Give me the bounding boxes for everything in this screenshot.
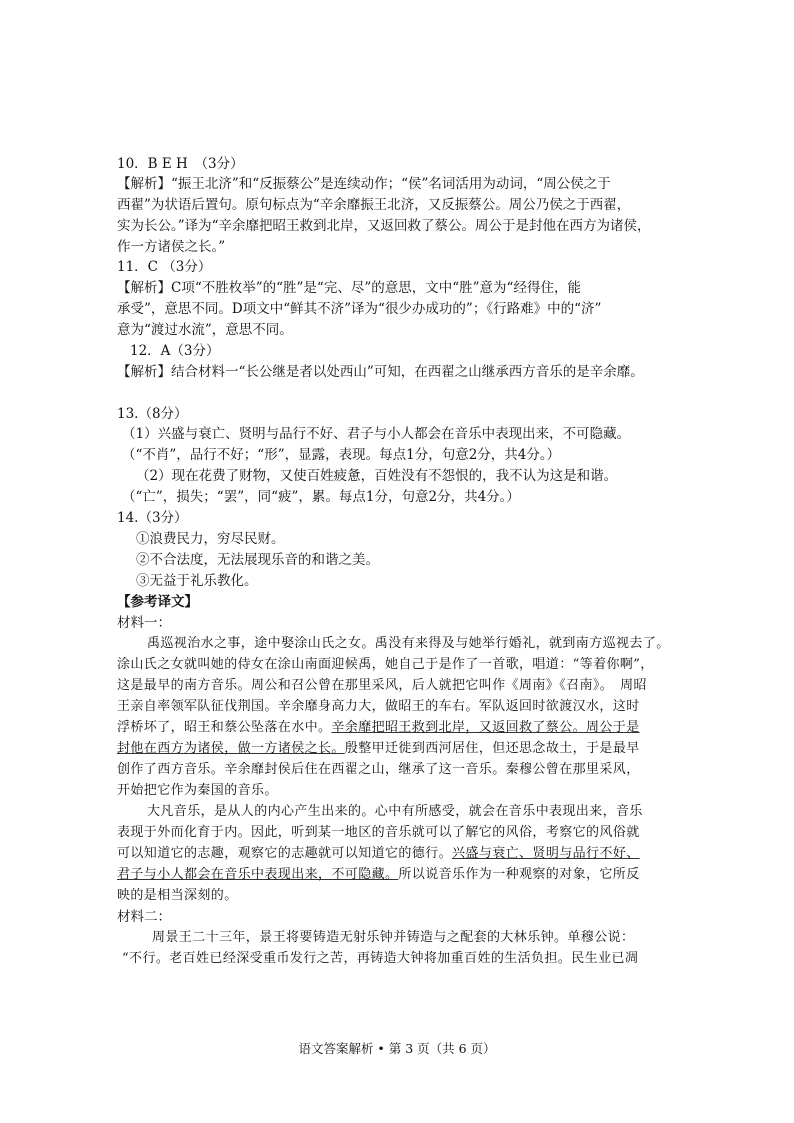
q10-heading: 10．B E H （3分） xyxy=(117,156,244,172)
q11-analysis-line-1: 【解析】C项“不胜枚举”的“胜”是“完、尽”的意思，文中“胜”意为“经得住，能 xyxy=(117,280,581,296)
q14-item-3: ③无益于礼乐教化。 xyxy=(136,573,258,589)
m1-p2-line-1: 大凡音乐，是从人的内心产生出来的。心中有所感受，就会在音乐中表现出来，音乐 xyxy=(147,804,643,819)
material-1-label: 材料一： xyxy=(117,615,171,631)
page-footer: 语文答案解析 • 第 3 页（共 6 页） xyxy=(298,1041,496,1056)
m1-p2-line-4-underlined: 君子与小人都会在音乐中表现出来，不可隐藏。 xyxy=(117,867,399,882)
m1-p1-line-5-underlined: 辛余靡把昭王救到北岸，又返回救了蔡公。周公于是 xyxy=(331,720,640,735)
q11-heading: 11．C （3分） xyxy=(117,259,212,275)
q14-item-1: ①浪费民力，穷尽民财。 xyxy=(136,531,285,547)
m1-p1-line-6-underlined: 封他在西方为诸侯，做一方诸侯之长。 xyxy=(117,741,345,756)
m1-p1-line-3: 这是最早的南方音乐。周公和召公曾在那里采风，后人就把它叫作《周南》《召南》。 周昭 xyxy=(117,678,647,693)
m1-p2-line-5: 映的是相当深刻的。 xyxy=(117,888,238,903)
m1-p1-line-5 xyxy=(117,718,640,738)
translation-title: 【参考译文】 xyxy=(117,594,198,610)
material-2-label: 材料二： xyxy=(117,909,171,925)
m1-p2-line-3-underlined: 兴盛与衰亡、贤明与品行不好、 xyxy=(452,846,640,861)
q14-heading: 14.（3分） xyxy=(117,510,188,526)
q11-analysis-line-3: 意为“渡过水流”，意思不同。 xyxy=(117,322,293,338)
q10-analysis-line-4: 作一方诸侯之长。” xyxy=(117,239,226,255)
m1-p1-line-5-text: 浮桥坏了，昭王和蔡公坠落在水中。 xyxy=(117,720,332,735)
m1-p1-line-7: 创作了西方音乐。辛余靡封侯后住在西翟之山，继承了这一音乐。秦穆公曾在那里采风， xyxy=(117,762,640,777)
m1-p2-line-4 xyxy=(117,865,640,885)
q13-answer-1: （1）兴盛与衰亡、贤明与品行不好、君子与小人都会在音乐中表现出来，不可隐藏。 xyxy=(122,426,631,442)
q12-analysis-line-1: 【解析】结合材料一“长公继是者以处西山”可知，在西翟之山继承西方音乐的是辛余靡。 xyxy=(117,364,644,380)
q13-answer-2-note: （“亡”，损失；“罢”，同“疲”，累。每点1分，句意2分，共4分。） xyxy=(122,489,520,505)
m1-p1-line-4: 王亲自率领军队征伐荆国。辛余靡身高力大，做昭王的车右。军队返回时欲渡汉水，这时 xyxy=(117,699,640,714)
m1-p1-line-6-text: 殷整甲迁徙到西河居住，但还思念故土，于是最早 xyxy=(344,741,640,756)
m1-p1-line-2: 涂山氏之女就叫她的侍女在涂山南面迎候禹，她自己于是作了一首歌，唱道：“等着你啊”， xyxy=(117,657,654,672)
m1-p1-line-6 xyxy=(117,739,640,759)
q13-heading: 13.（8分） xyxy=(117,406,188,422)
q10-analysis-line-1: 【解析】“振王北济”和“反振蔡公”是连续动作；“侯”名词活用为动词，“周公侯之于 xyxy=(117,176,611,192)
m1-p2-line-4-text: 所以说音乐作为一种观察的对象，它所反 xyxy=(398,867,640,882)
m1-p1-line-8: 开始把它作为秦国的音乐。 xyxy=(117,783,278,798)
q14-item-2: ②不合法度，无法展现乐音的和谐之美。 xyxy=(136,552,379,568)
m1-p2-line-3 xyxy=(117,844,640,864)
q13-answer-2: （2）现在花费了财物，又使百姓疲惫，百姓没有不怨恨的，我不认为这是和谐。 xyxy=(136,468,618,484)
q13-answer-1-note: （“不肖”，品行不好；“形”，显露，表现。每点1分，句意2分，共4分。） xyxy=(122,447,561,463)
m1-p2-line-3-text: 可以知道它的志趣，观察它的志趣就可以知道它的德行。 xyxy=(117,846,453,861)
m2-p1-line-2: “不行。老百姓已经深受重币发行之苦，再铸造大钟将加重百姓的生活负担。民生业已凋 xyxy=(122,951,639,966)
m2-p1-line-1: 周景王二十三年，景王将要铸造无射乐钟并铸造与之配套的大林乐钟。单穆公说： xyxy=(152,930,635,945)
q11-analysis-line-2: 承受”，意思不同。D项文中“鲜其不济”译为“很少办成功的”；《行路难》中的“济” xyxy=(117,301,602,317)
q10-analysis-line-2: 西翟”为状语后置句。原句标点为“辛余靡振王北济，又反振蔡公。周公乃侯之于西翟， xyxy=(117,197,631,213)
m1-p1-line-1: 禹巡视治水之事，途中娶涂山氏之女。禹没有来得及与她举行婚礼，就到南方巡视去了。 xyxy=(147,636,670,651)
q12-heading: 12．A（3分） xyxy=(130,343,220,359)
m1-p2-line-2: 表现于外而化育于内。因此，听到某一地区的音乐就可以了解它的风俗，考察它的风俗就 xyxy=(117,825,640,840)
q10-analysis-line-3: 实为长公。”译为“辛余靡把昭王救到北岸，又返回救了蔡公。周公于是封他在西方为诸侯， xyxy=(117,218,651,234)
